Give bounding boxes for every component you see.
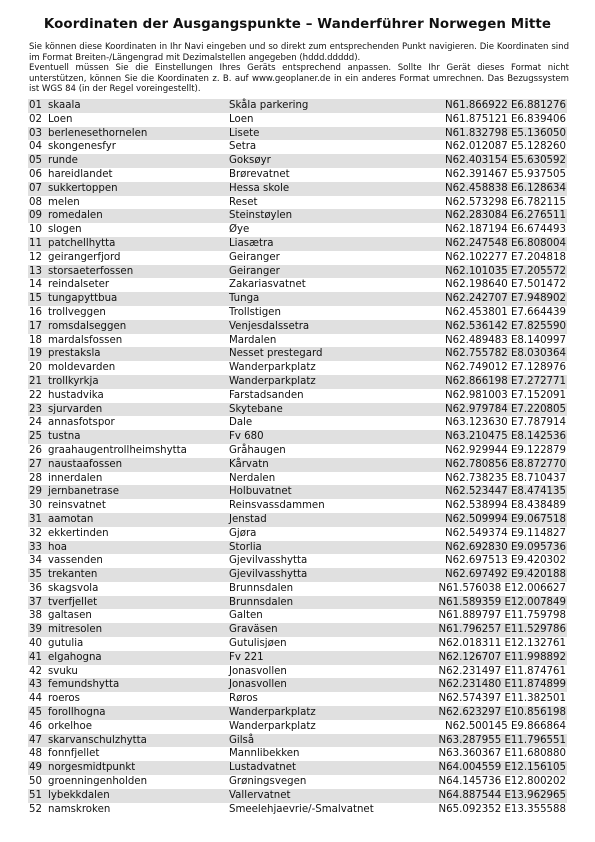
- row-number: 01: [29, 100, 42, 111]
- waypoint-code: elgahogna: [48, 651, 102, 663]
- document-title: Koordinaten der Ausgangspunkte – Wanderführer Norwegen Mitte: [43, 17, 552, 32]
- waypoint-code: jernbanetrase: [48, 486, 119, 498]
- row-number: 32: [29, 527, 42, 539]
- waypoint-code: skagsvola: [48, 582, 99, 594]
- row-number: 48: [29, 748, 42, 760]
- row-number: 49: [29, 762, 42, 774]
- table-row: [28, 734, 567, 748]
- row-number: 24: [29, 417, 42, 429]
- waypoint-code: romsdalseggen: [48, 320, 127, 332]
- intro-paragraph-2: Eventuell müssen Sie die Einstellungen Ihres Geräts entsprechend anpassen. Sollte Ihr Gerät dieses Format nicht unterstützen, können Sie die Koordinaten z. B. auf www.geoplaner.de in ein anderes Format umrechnen. Das Bezugssystem ist WGS 84 (in der Regel voreingestellt).: [29, 63, 569, 95]
- coordinates-value: N62.102277 E7.204818: [445, 251, 566, 263]
- row-number: 19: [29, 348, 42, 360]
- waypoint-code: roeros: [48, 693, 80, 705]
- table-row: [28, 182, 567, 196]
- waypoint-code: slogen: [48, 224, 82, 236]
- coordinates-value: N61.589359 E12.007849: [438, 596, 566, 608]
- row-number: 26: [29, 444, 42, 456]
- table-row: [28, 140, 567, 154]
- start-point-name: Wanderparkplatz: [229, 375, 316, 387]
- table-row: [28, 127, 567, 141]
- waypoint-code: Loen: [48, 113, 73, 125]
- waypoint-code: hareidlandet: [48, 168, 113, 180]
- waypoint-code: melen: [48, 196, 80, 208]
- start-point-name: Holbuvatnet: [229, 486, 292, 498]
- table-row: [28, 554, 567, 568]
- waypoint-code: reinsvatnet: [48, 500, 106, 512]
- table-row: [28, 692, 567, 706]
- start-point-name: Nerdalen: [229, 472, 276, 484]
- table-row: [28, 775, 567, 789]
- table-row: [28, 99, 567, 113]
- row-number: 09: [29, 210, 42, 222]
- row-number: 14: [29, 279, 42, 291]
- coordinates-value: N62.549374 E9.114827: [445, 527, 566, 539]
- row-number: 29: [29, 486, 42, 498]
- row-number: 05: [29, 155, 42, 167]
- coordinates-value: N62.623297 E10.856198: [438, 707, 566, 719]
- coordinates-value: N62.458838 E6.128634: [445, 182, 566, 194]
- coordinates-value: N62.231480 E11.874899: [438, 679, 566, 691]
- row-number: 35: [29, 569, 42, 581]
- start-point-name: Gjevilvasshytta: [229, 555, 308, 567]
- start-point-name: Grøningsvegen: [229, 776, 307, 788]
- start-point-name: Gutulisjøen: [229, 638, 287, 650]
- start-point-name: Liasætra: [229, 237, 274, 249]
- start-point-name: Loen: [229, 113, 254, 125]
- row-number: 23: [29, 403, 42, 415]
- table-row: [28, 265, 567, 279]
- coordinates-value: N62.697513 E9.420302: [445, 555, 566, 567]
- table-row: [28, 485, 567, 499]
- start-point-name: Galten: [229, 610, 263, 622]
- coordinates-value: N62.573298 E6.782115: [445, 196, 566, 208]
- coordinates-value: N62.697492 E9.420188: [445, 569, 566, 581]
- start-point-name: Gjøra: [229, 527, 257, 539]
- row-number: 04: [29, 141, 42, 153]
- coordinates-value: N62.538994 E8.438489: [445, 500, 566, 512]
- waypoint-code: trekanten: [48, 569, 98, 581]
- table-row: [28, 444, 567, 458]
- start-point-name: Tunga: [229, 293, 260, 305]
- start-point-name: Wanderparkplatz: [229, 720, 316, 732]
- table-row: [28, 458, 567, 472]
- start-point-name: Mannlibekken: [229, 748, 300, 760]
- coordinates-table: [28, 99, 567, 816]
- table-row: [28, 389, 567, 403]
- waypoint-code: geirangerfjord: [48, 251, 121, 263]
- row-number: 30: [29, 500, 42, 512]
- row-number: 28: [29, 472, 42, 484]
- coordinates-value: N62.780856 E8.872770: [445, 458, 566, 470]
- waypoint-code: mardalsfossen: [48, 334, 123, 346]
- coordinates-value: N62.929944 E9.122879: [445, 444, 566, 456]
- coordinates-value: N63.360367 E11.680880: [438, 748, 566, 760]
- waypoint-code: skarvanschulzhytta: [48, 734, 147, 746]
- table-row: [28, 472, 567, 486]
- waypoint-code: femundshytta: [48, 679, 120, 691]
- table-row: [28, 168, 567, 182]
- coordinates-value: N62.198640 E7.501472: [445, 279, 566, 291]
- waypoint-code: prestaksla: [48, 348, 101, 360]
- row-number: 38: [29, 610, 42, 622]
- start-point-name: Gjevilvasshytta: [229, 569, 308, 581]
- row-number: 33: [29, 541, 42, 553]
- waypoint-code: forollhogna: [48, 707, 106, 719]
- table-row: [28, 347, 567, 361]
- row-number: 10: [29, 224, 42, 236]
- waypoint-code: naustaafossen: [48, 458, 123, 470]
- table-row: [28, 761, 567, 775]
- start-point-name: Brunnsdalen: [229, 582, 294, 594]
- row-number: 08: [29, 196, 42, 208]
- coordinates-value: N62.012087 E5.128260: [445, 141, 566, 153]
- waypoint-code: runde: [48, 155, 78, 167]
- row-number: 37: [29, 596, 42, 608]
- row-number: 27: [29, 458, 42, 470]
- row-number: 47: [29, 734, 42, 746]
- start-point-name: Jonasvollen: [229, 665, 287, 677]
- waypoint-code: hustadvika: [48, 389, 104, 401]
- waypoint-code: moldevarden: [48, 362, 116, 374]
- table-row: [28, 113, 567, 127]
- waypoint-code: trollveggen: [48, 306, 106, 318]
- start-point-name: Dale: [229, 417, 253, 429]
- start-point-name: Skåla parkering: [229, 100, 309, 111]
- row-number: 43: [29, 679, 42, 691]
- row-number: 16: [29, 306, 42, 318]
- waypoint-code: vassenden: [48, 555, 103, 567]
- table-row: [28, 278, 567, 292]
- waypoint-code: tungapyttbua: [48, 293, 118, 305]
- row-number: 03: [29, 127, 42, 139]
- row-number: 15: [29, 293, 42, 305]
- coordinates-value: N64.004559 E12.156105: [438, 762, 566, 774]
- coordinates-value: N62.536142 E7.825590: [445, 320, 566, 332]
- table-row: [28, 747, 567, 761]
- start-point-name: Geiranger: [229, 251, 280, 263]
- start-point-name: Steinstøylen: [229, 210, 293, 222]
- row-number: 42: [29, 665, 42, 677]
- coordinates-value: N63.123630 E7.787914: [445, 417, 566, 429]
- row-number: 18: [29, 334, 42, 346]
- table-row: [28, 789, 567, 803]
- start-point-name: Graväsen: [229, 624, 278, 636]
- table-row: [28, 499, 567, 513]
- coordinates-value: N61.576038 E12.006627: [438, 582, 566, 594]
- start-point-name: Kårvatn: [229, 458, 269, 470]
- waypoint-code: patchellhytta: [48, 237, 116, 249]
- row-number: 11: [29, 237, 42, 249]
- table-row: [28, 361, 567, 375]
- coordinates-value: N62.692830 E9.095736: [445, 541, 566, 553]
- waypoint-code: romedalen: [48, 210, 103, 222]
- waypoint-code: graahaugentrollheimshytta: [48, 444, 187, 456]
- start-point-name: Lisete: [229, 127, 260, 139]
- start-point-name: Wanderparkplatz: [229, 362, 316, 374]
- waypoint-code: sukkertoppen: [48, 182, 118, 194]
- start-point-name: Trollstigen: [229, 306, 281, 318]
- coordinates-value: N62.866198 E7.272771: [445, 375, 566, 387]
- table-row: [28, 582, 567, 596]
- row-number: 46: [29, 720, 42, 732]
- start-point-name: Skytebane: [229, 403, 283, 415]
- coordinates-value: N62.523447 E8.474135: [445, 486, 566, 498]
- intro-paragraph-1: Sie können diese Koordinaten in Ihr Navi eingeben und so direkt zum entsprechenden Punkt navigieren. Die Koordinaten sind im Format Breiten-/Längengrad mit Dezimalstellen angegeben (hddd.ddddd).: [29, 42, 569, 63]
- table-row: [28, 403, 567, 417]
- waypoint-code: orkelhoe: [48, 720, 93, 732]
- row-number: 45: [29, 707, 42, 719]
- coordinates-value: N62.453801 E7.664439: [445, 306, 566, 318]
- coordinates-value: N62.391467 E5.937505: [445, 168, 566, 180]
- coordinates-value: N61.866922 E6.881276: [445, 100, 566, 111]
- coordinates-value: N62.979784 E7.220805: [445, 403, 566, 415]
- coordinates-value: N62.231497 E11.874761: [438, 665, 566, 677]
- coordinates-value: N61.875121 E6.839406: [445, 113, 566, 125]
- row-number: 06: [29, 168, 42, 180]
- table-row: [28, 665, 567, 679]
- start-point-name: Goksøyr: [229, 155, 271, 167]
- start-point-name: Storlia: [229, 541, 262, 553]
- table-row: [28, 596, 567, 610]
- row-number: 39: [29, 624, 42, 636]
- waypoint-code: gutulia: [48, 638, 84, 650]
- coordinates-value: N62.187194 E6.674493: [445, 224, 566, 236]
- table-row: [28, 720, 567, 734]
- coordinates-value: N61.889797 E11.759798: [438, 610, 566, 622]
- coordinates-value: N62.500145 E9.866864: [445, 720, 566, 732]
- waypoint-code: tustna: [48, 431, 81, 443]
- start-point-name: Reset: [229, 196, 258, 208]
- row-number: 52: [29, 803, 42, 815]
- coordinates-value: N62.749012 E7.128976: [445, 362, 566, 374]
- coordinates-value: N62.981003 E7.152091: [445, 389, 566, 401]
- waypoint-code: sjurvarden: [48, 403, 103, 415]
- table-row: [28, 154, 567, 168]
- start-point-name: Jonasvollen: [229, 679, 287, 691]
- start-point-name: Reinsvassdammen: [229, 500, 325, 512]
- waypoint-code: ekkertinden: [48, 527, 109, 539]
- start-point-name: Gråhaugen: [229, 444, 286, 456]
- row-number: 21: [29, 375, 42, 387]
- coordinates-value: N62.403154 E5.630592: [445, 155, 566, 167]
- table-row: [28, 375, 567, 389]
- waypoint-code: annasfotspor: [48, 417, 115, 429]
- waypoint-code: namskroken: [48, 803, 111, 815]
- start-point-name: Setra: [229, 141, 257, 153]
- start-point-name: Geiranger: [229, 265, 280, 277]
- start-point-name: Wanderparkplatz: [229, 707, 316, 719]
- waypoint-code: galtasen: [48, 610, 92, 622]
- waypoint-code: fonnfjellet: [48, 748, 100, 760]
- table-row: [28, 706, 567, 720]
- coordinates-value: N62.509994 E9.067518: [445, 513, 566, 525]
- coordinates-value: N62.755782 E8.030364: [445, 348, 566, 360]
- table-row: [28, 237, 567, 251]
- table-row: [28, 306, 567, 320]
- start-point-name: Nesset prestegard: [229, 348, 323, 360]
- start-point-name: Fv 221: [229, 651, 264, 663]
- start-point-name: Jenstad: [229, 513, 267, 525]
- row-number: 17: [29, 320, 42, 332]
- intro-text: [29, 42, 569, 95]
- start-point-name: Lustadvatnet: [229, 762, 296, 774]
- table-row: [28, 568, 567, 582]
- row-number: 20: [29, 362, 42, 374]
- start-point-name: Fv 680: [229, 431, 264, 443]
- coordinates-value: N63.287955 E11.796551: [438, 734, 566, 746]
- start-point-name: Brørevatnet: [229, 168, 290, 180]
- waypoint-code: innerdalen: [48, 472, 103, 484]
- row-number: 25: [29, 431, 42, 443]
- coordinates-value: N62.283084 E6.276511: [445, 210, 566, 222]
- start-point-name: Røros: [229, 693, 258, 705]
- row-number: 40: [29, 638, 42, 650]
- table-row: [28, 196, 567, 210]
- row-number: 31: [29, 513, 42, 525]
- table-row: [28, 334, 567, 348]
- table-row: [28, 623, 567, 637]
- coordinates-value: N62.574397 E11.382501: [438, 693, 566, 705]
- waypoint-code: trollkyrkja: [48, 375, 99, 387]
- coordinates-value: N62.126707 E11.998892: [438, 651, 566, 663]
- table-row: [28, 223, 567, 237]
- start-point-name: Venjesdalssetra: [229, 320, 310, 332]
- coordinates-value: N65.092352 E13.355588: [438, 803, 566, 815]
- waypoint-code: mitresolen: [48, 624, 103, 636]
- start-point-name: Zakariasvatnet: [229, 279, 306, 291]
- start-point-name: Farstadsanden: [229, 389, 304, 401]
- row-number: 12: [29, 251, 42, 263]
- waypoint-code: svuku: [48, 665, 78, 677]
- start-point-name: Brunnsdalen: [229, 596, 294, 608]
- row-number: 44: [29, 693, 42, 705]
- start-point-name: Vallervatnet: [229, 789, 291, 801]
- start-point-name: Smeelehjaevrie/-Smalvatnet: [229, 803, 374, 815]
- waypoint-code: lybekkdalen: [48, 789, 110, 801]
- coordinates-value: N61.832798 E5.136050: [445, 127, 566, 139]
- table-row: [28, 527, 567, 541]
- row-number: 22: [29, 389, 42, 401]
- table-row: [28, 609, 567, 623]
- table-row: [28, 803, 567, 817]
- coordinates-value: N62.101035 E7.205572: [445, 265, 566, 277]
- waypoint-code: hoa: [48, 541, 67, 553]
- waypoint-code: skongenesfyr: [48, 141, 116, 153]
- table-row: [28, 513, 567, 527]
- start-point-name: Gilså: [229, 734, 255, 746]
- waypoint-code: tverfjellet: [48, 596, 98, 608]
- waypoint-code: storsaeterfossen: [48, 265, 134, 277]
- table-row: [28, 251, 567, 265]
- start-point-name: Hessa skole: [229, 182, 290, 194]
- waypoint-code: norgesmidtpunkt: [48, 762, 136, 774]
- coordinates-value: N62.738235 E8.710437: [445, 472, 566, 484]
- row-number: 13: [29, 265, 42, 277]
- row-number: 41: [29, 651, 42, 663]
- coordinates-value: N62.247548 E6.808004: [445, 237, 566, 249]
- table-row: [28, 651, 567, 665]
- table-row: [28, 541, 567, 555]
- table-row: [28, 209, 567, 223]
- table-row: [28, 637, 567, 651]
- row-number: 07: [29, 182, 42, 194]
- waypoint-code: reindalseter: [48, 279, 110, 291]
- waypoint-code: skaala: [48, 100, 81, 111]
- table-row: [28, 678, 567, 692]
- start-point-name: Mardalen: [229, 334, 277, 346]
- coordinates-value: N61.796257 E11.529786: [438, 624, 566, 636]
- table-row: [28, 416, 567, 430]
- row-number: 36: [29, 582, 42, 594]
- coordinates-value: N62.242707 E7.948902: [445, 293, 566, 305]
- row-number: 02: [29, 113, 42, 125]
- coordinates-value: N64.887544 E13.962965: [438, 789, 566, 801]
- waypoint-code: aamotan: [48, 513, 94, 525]
- row-number: 34: [29, 555, 42, 567]
- coordinates-value: N62.018311 E12.132761: [438, 638, 566, 650]
- row-number: 50: [29, 776, 42, 788]
- waypoint-code: berlenesethornelen: [48, 127, 148, 139]
- table-row: [28, 430, 567, 444]
- waypoint-code: groenningenholden: [48, 776, 148, 788]
- coordinates-value: N64.145736 E12.800202: [438, 776, 566, 788]
- row-number: 51: [29, 789, 42, 801]
- start-point-name: Øye: [229, 224, 250, 236]
- coordinates-value: N63.210475 E8.142536: [445, 431, 566, 443]
- table-row: [28, 320, 567, 334]
- coordinates-value: N62.489483 E8.140997: [445, 334, 566, 346]
- table-row: [28, 292, 567, 306]
